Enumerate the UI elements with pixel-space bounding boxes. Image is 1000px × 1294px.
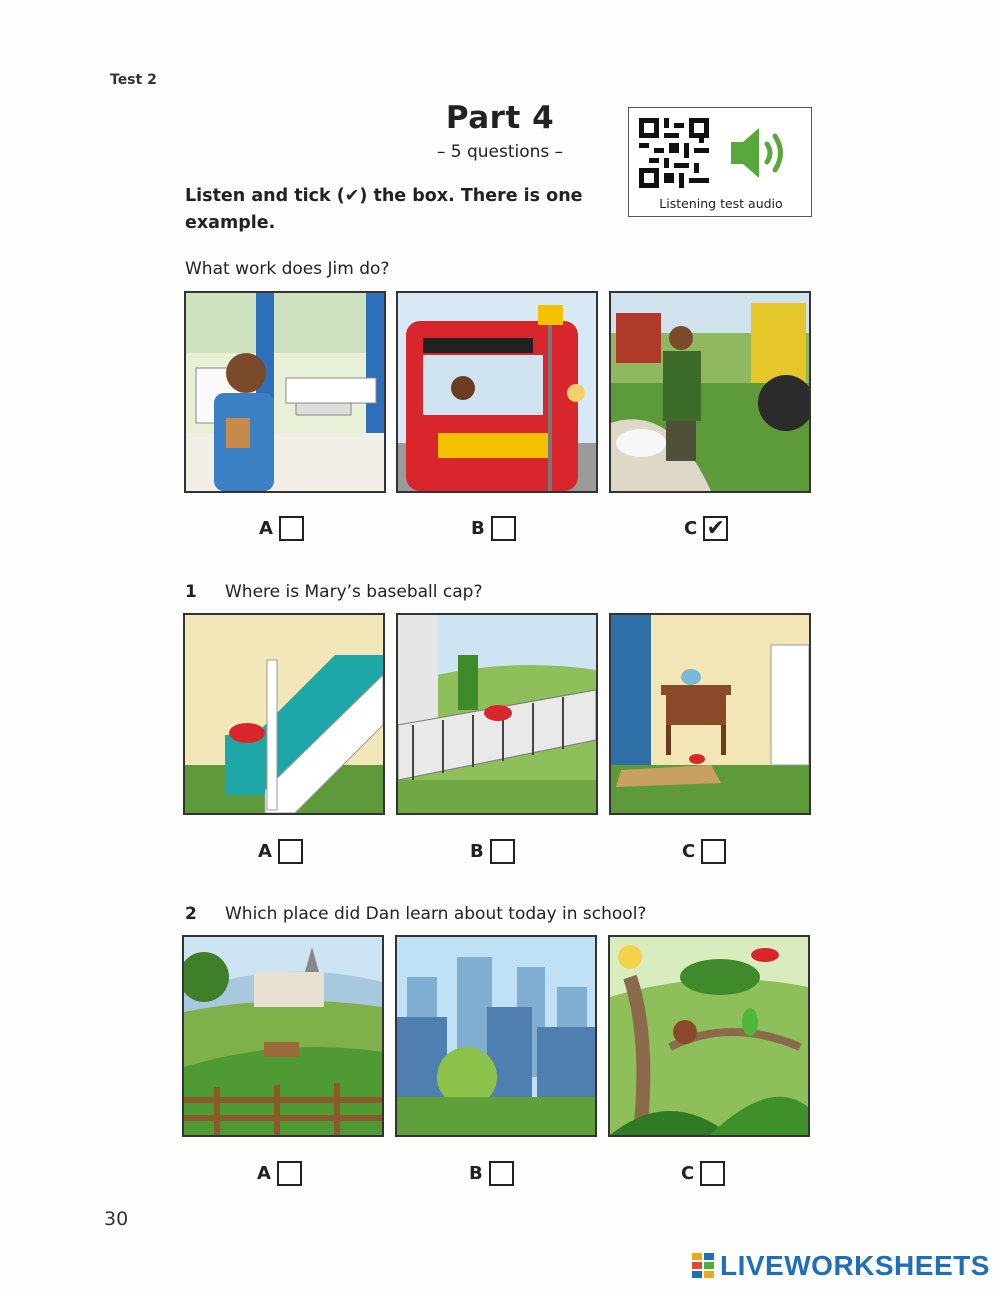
q1-option-a: [258, 839, 303, 864]
example-question: What work does Jim do?: [185, 259, 390, 279]
example-picture-c: [609, 291, 811, 493]
part-subtitle: – 5 questions –: [436, 142, 564, 162]
q2-option-a: [257, 1161, 302, 1186]
liveworksheets-logo-icon: [692, 1253, 716, 1279]
option-letter: A: [259, 518, 273, 539]
hospital-nurse-illustration: [186, 293, 384, 491]
example-tickbox-b[interactable]: [491, 516, 516, 541]
test-label: Test 2: [110, 72, 157, 88]
q2-tickbox-c[interactable]: [700, 1161, 725, 1186]
question-1: [185, 582, 482, 602]
example-tickbox-c[interactable]: ✔: [703, 516, 728, 541]
instruction-text: Listen and tick (✔) the box. There is one example.: [185, 186, 583, 233]
example-tickbox-a[interactable]: [279, 516, 304, 541]
brand-text: LIVEWORKSHEETS: [720, 1250, 990, 1281]
example-picture-a: [184, 291, 386, 493]
option-letter: C: [681, 1163, 695, 1184]
q1-option-c: [682, 839, 726, 864]
q1-picture-a: [183, 613, 385, 815]
q1-picture-b: [396, 613, 598, 815]
example-option-c: [684, 516, 728, 541]
option-letter: C: [682, 841, 696, 862]
audio-box[interactable]: [628, 107, 812, 217]
q1-option-b: [470, 839, 515, 864]
question-number: 2: [185, 904, 197, 924]
hallway-cap-illustration: [611, 615, 809, 813]
farmer-illustration: [611, 293, 809, 491]
liveworksheets-brand[interactable]: [692, 1250, 990, 1282]
q1-tickbox-a[interactable]: [278, 839, 303, 864]
q2-picture-a: [182, 935, 384, 1137]
example-picture-b: [396, 291, 598, 493]
q2-option-b: [469, 1161, 514, 1186]
question-number: 1: [185, 582, 197, 602]
question-2: [185, 904, 646, 924]
q2-picture-b: [395, 935, 597, 1137]
example-option-b: [471, 516, 516, 541]
bus-driver-illustration: [398, 293, 596, 491]
part-title: Part 4: [445, 100, 555, 136]
question-text: Where is Mary’s baseball cap?: [225, 582, 483, 602]
option-letter: A: [258, 841, 272, 862]
option-letter: C: [684, 518, 698, 539]
q2-tickbox-b[interactable]: [489, 1161, 514, 1186]
stairs-cap-illustration: [185, 615, 383, 813]
q1-tickbox-b[interactable]: [490, 839, 515, 864]
q1-picture-c: [609, 613, 811, 815]
q1-tickbox-c[interactable]: [701, 839, 726, 864]
option-letter: B: [471, 518, 485, 539]
jungle-illustration: [610, 937, 808, 1135]
q2-option-c: [681, 1161, 725, 1186]
option-letter: B: [470, 841, 484, 862]
q2-tickbox-a[interactable]: [277, 1161, 302, 1186]
balcony-cap-illustration: [398, 615, 596, 813]
city-illustration: [397, 937, 595, 1135]
q2-picture-c: [608, 935, 810, 1137]
qr-code-icon: [639, 118, 709, 188]
page-number: 30: [104, 1208, 129, 1230]
audio-caption: Listening test audio: [659, 196, 783, 211]
example-option-a: [259, 516, 304, 541]
option-letter: A: [257, 1163, 271, 1184]
option-letter: B: [469, 1163, 483, 1184]
question-text: Which place did Dan learn about today in school?: [225, 904, 647, 924]
countryside-illustration: [184, 937, 382, 1135]
speaker-icon: [729, 124, 793, 182]
